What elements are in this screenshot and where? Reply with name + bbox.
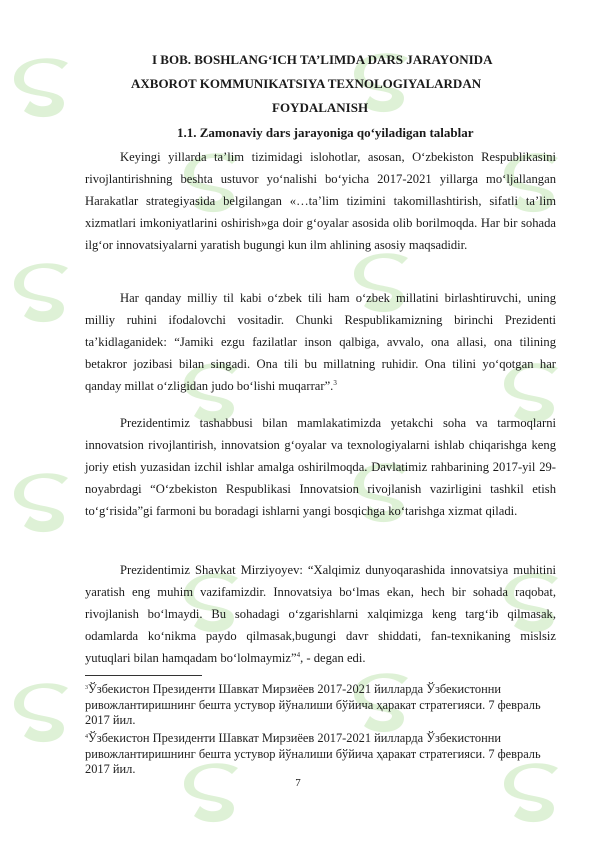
footnote-mark-4: 4	[85, 734, 88, 740]
paragraph-4	[85, 559, 556, 669]
footnote-3-text: Ўзбекистон Президенти Шавкат Мирзиёев 2017-2021 йилларда Ўзбекистонни ривожлантиришнинг бешта устувор йўналиши бўйича ҳаракат стратегияси. 7 февраль 2017 йил.	[85, 682, 541, 727]
chapter-title-line-2: AXBOROT KOMMUNIKATSIYA TEXNOLOGIYALARDAN	[131, 76, 482, 91]
paragraph-3: Prezidentimiz tashabbusi bilan mamlakatimizda yetakchi soha va tarmoqlarni innovatsion rivojlantirish, innovatsion g‘oyalar va texnologiyalarni ishlab chiqarishga keng joriy etish yuzasidan izchil ishlar amalga oshirilmoqda. Davlatimiz rahbarining 2017-yil 29-noyabrdagi “O‘zbekiston Respublikasi Innovatsion rivojlanish vazirligini tashkil etish to‘g‘risida”gi farmoni bu boradagi ishlarni yangi bosqichga ko‘tarishga xizmat qiladi.	[85, 416, 556, 519]
footnote-ref-4: 4	[296, 651, 301, 660]
footnote-mark-3: 3	[85, 685, 88, 691]
page-number: 7	[295, 777, 301, 789]
footnote-divider	[85, 675, 202, 676]
s-logo-icon	[10, 470, 80, 540]
footnote-4	[85, 731, 556, 778]
section-title: 1.1. Zamonaviy dars jarayoniga qo‘yiladigan talablar	[177, 125, 474, 140]
chapter-title-line-3: FOYDALANISH	[272, 100, 369, 115]
chapter-title-line-1: I BOB. BOSHLANG‘ICH TA’LIMDA DARS JARAYONIDA	[152, 52, 493, 67]
s-logo-icon	[10, 680, 80, 750]
footnote-ref-3: 3	[333, 379, 337, 388]
s-logo-icon	[10, 55, 80, 125]
footnote-4-text: Ўзбекистон Президенти Шавкат Мирзиёев 2017-2021 йилларда Ўзбекистонни ривожлантиришнинг бешта устувор йўналиши бўйича ҳаракат стратегияси. 7 февраль 2017 йил.	[85, 731, 541, 776]
paragraph-2-text: Har qanday milliy til kabi o‘zbek tili ham o‘zbek millatini birlashtiruvchi, uning milliy ruhini ifodalovchi vositadir. Chunki Respublikamizning birinchi Prezidenti ta’kidlaganidek: “Jamiki ezgu fazilatlar inson qalbiga, avvalo, ona allasi, ona tilining betakror jozibasi bilan singadi. Ona tili bu millatning ruhidir. Ona tilini yo‘qotgan har qanday millat o‘zligidan judo bo‘lishi muqarrar”.	[85, 291, 556, 394]
paragraph-1: Keyingi yillarda ta’lim tizimidagi islohotlar, asosan, O‘zbekiston Respublikasini rivojlantirishning beshta ustuvor yo‘nalishi bo‘yicha 2017-2021 yillarga mo‘ljallangan Harakatlar strategiyasida belgilangan «…ta’lim tizimini takomillashtirish, sifatli ta’lim xizmatlari imkoniyatlarini oshirish»ga doir g‘oyalar asosida olib borilmoqda. Har bir sohada ilg‘or innovatsiyalarni yaratish bugungi kun ilm ahlining asosiy maqsadidir.	[85, 150, 556, 253]
paragraph-2	[85, 287, 556, 397]
footnote-3	[85, 682, 556, 729]
s-logo-icon	[10, 260, 80, 330]
paragraph-4-tail: , - degan edi.	[300, 651, 366, 666]
paragraph-4-text: Prezidentimiz Shavkat Mirziyoyev: “Xalqimiz dunyoqarashida innovatsiya muhitini yaratish eng muhim vazifamizdir. Innovatsiya bo‘lmas ekan, hech bir sohada raqobat, rivojlanish bo‘lmaydi. Bu sohadagi o‘zgarishlarni xalqimizga keng targ‘ib qilmasak, odamlarda ko‘nikma paydo qilmasak,bugungi davr shiddati, fan-texnikaning mislsiz yutuqlari bilan hamqadam bo‘lolmaymiz”	[85, 563, 556, 666]
